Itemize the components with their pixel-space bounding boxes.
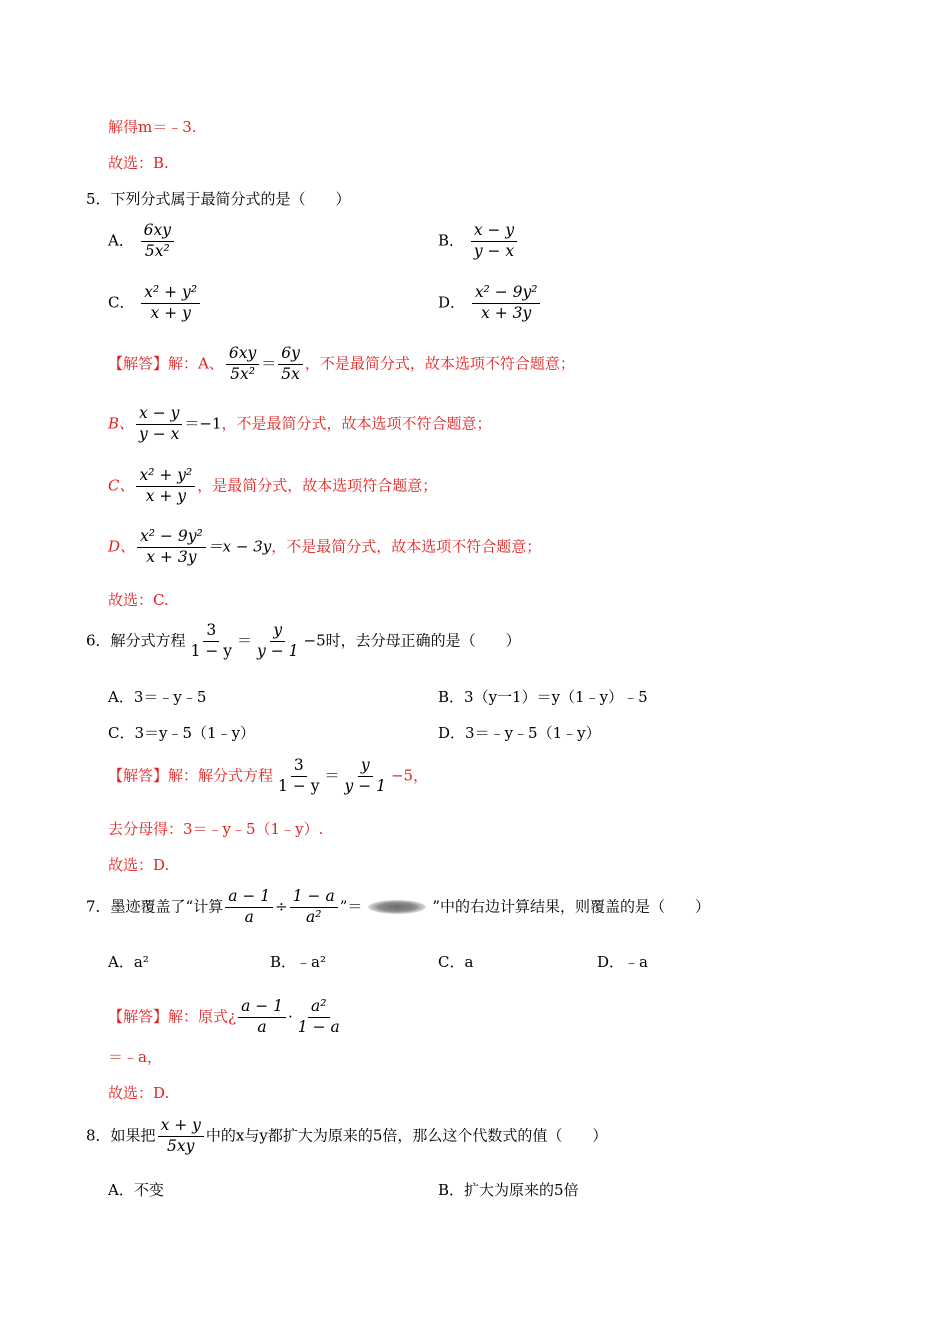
- q7-option-d: D．﹣a: [597, 953, 648, 971]
- q8-option-a: A．不变: [108, 1181, 164, 1199]
- q6-option-b: B．3（y一1）＝y（1﹣y）﹣5: [438, 688, 648, 706]
- fraction: $\frac{6xy}{\text{5x²}}$: [226, 345, 259, 384]
- fraction: $\frac{a - 1}{a}$: [238, 998, 286, 1037]
- question-6-stem: 6．解分式方程 $\frac{3}{1 - y}$ ＝ $\frac{y}{y - 1}$ −5时，去分母正确的是（ ）: [86, 621, 521, 660]
- q5-solution-choice: 故选：C.: [108, 591, 169, 609]
- fraction: $\frac{3}{1 - y}$: [278, 756, 320, 795]
- q5-option-b: B． $\frac{x - y}{y - x}$: [438, 222, 519, 261]
- q5-solution-a: 【解答】解：A、 $\frac{6xy}{\text{5x²}}$ ＝ $\frac{6y}{5x}$ ，不是最简分式，故本选项不符合题意；: [108, 344, 575, 383]
- question-5-stem: 5．下列分式属于最简分式的是（ ）: [86, 190, 351, 208]
- fraction: $\frac{a - 1}{a}$: [225, 888, 273, 927]
- q7-option-b: B．﹣a²: [270, 953, 326, 971]
- q7-option-a: A．a²: [108, 953, 149, 971]
- fraction: $\frac{x - y}{y - x}$: [471, 222, 517, 261]
- question-8-stem: 8．如果把 $\frac{x + y}{5xy}$ 中的x与y都扩大为原来的5倍，那么这个代数式的值（ ）: [86, 1116, 608, 1155]
- fraction: $\frac{x - y}{y - x}$: [136, 405, 182, 444]
- fraction: $\frac{\text{x² + y²}}{x + y}$: [141, 284, 200, 323]
- q7-solution-choice: 故选：D.: [108, 1084, 170, 1102]
- fraction: $\frac{\text{x² + y²}}{x + y}$: [136, 467, 195, 506]
- q8-option-b: B．扩大为原来的5倍: [438, 1181, 579, 1199]
- fraction: $\frac{x + y}{5xy}$: [158, 1117, 204, 1156]
- fraction: $\frac{\text{x² − 9y²}}{x + 3y}$: [137, 528, 206, 567]
- fraction: $\frac{6xy}{\text{5x²}}$: [141, 222, 174, 261]
- fraction: $\frac{3}{1 - y}$: [190, 621, 233, 660]
- q5-option-d: D． $\frac{\text{x² − 9y²}}{x + 3y}$: [438, 284, 542, 323]
- q5-option-a: A． $\frac{6xy}{\text{5x²}}$: [108, 222, 176, 261]
- fraction: $\frac{\text{x² − 9y²}}{x + 3y}$: [472, 284, 541, 323]
- solution-line: 解得m＝﹣3.: [108, 118, 197, 136]
- q5-solution-b: B、 $\frac{x - y}{y - x}$ ＝−1，不是最简分式，故本选项不符合题意；: [108, 404, 492, 443]
- q7-solution-result: ＝﹣a，: [108, 1048, 162, 1066]
- ink-blot: [368, 900, 426, 914]
- q6-solution-step: 去分母得：3＝﹣y﹣5（1﹣y）.: [108, 820, 324, 838]
- fraction: $\frac{y}{y - 1}$: [344, 756, 386, 795]
- question-7-stem: 7．墨迹覆盖了“计算 $\frac{a - 1}{a}$ ÷ $\frac{1 - a}{\text{a²}}$ ”＝ ”中的右边计算结果，则覆盖的是（ ）: [86, 887, 711, 926]
- q6-solution-choice: 故选：D.: [108, 856, 170, 874]
- fraction: $\frac{y}{y - 1}$: [257, 621, 299, 660]
- q6-solution: 【解答】解：解分式方程 $\frac{3}{1 - y}$ ＝ $\frac{y}{y - 1}$ −5，: [108, 756, 429, 795]
- q7-option-c: C．a: [438, 953, 474, 971]
- solution-choice: 故选：B.: [108, 154, 169, 172]
- q6-option-a: A．3＝﹣y﹣5: [108, 688, 207, 706]
- fraction: $\frac{\text{a²}}{1 - a}$: [297, 997, 340, 1036]
- q7-solution: 【解答】解：原式¿ $\frac{a - 1}{a}$ · $\frac{\text{a²}}{1 - a}$: [108, 998, 345, 1037]
- q6-option-d: D．3＝﹣y﹣5（1﹣y）: [438, 724, 601, 742]
- q5-solution-d: D、 $\frac{\text{x² − 9y²}}{x + 3y}$ ＝x − 3y，不是最简分式，故本选项不符合题意；: [108, 527, 542, 566]
- fraction: $\frac{6y}{5x}$: [278, 345, 303, 384]
- q5-option-c: C． $\frac{\text{x² + y²}}{x + y}$: [108, 284, 202, 323]
- question-number: 5．: [86, 190, 111, 208]
- fraction: $\frac{1 - a}{\text{a²}}$: [290, 888, 338, 927]
- q6-option-c: C．3＝y﹣5（1﹣y）: [108, 724, 256, 742]
- q5-solution-c: C、 $\frac{\text{x² + y²}}{x + y}$ ，是最简分式，故本选项符合题意；: [108, 466, 438, 505]
